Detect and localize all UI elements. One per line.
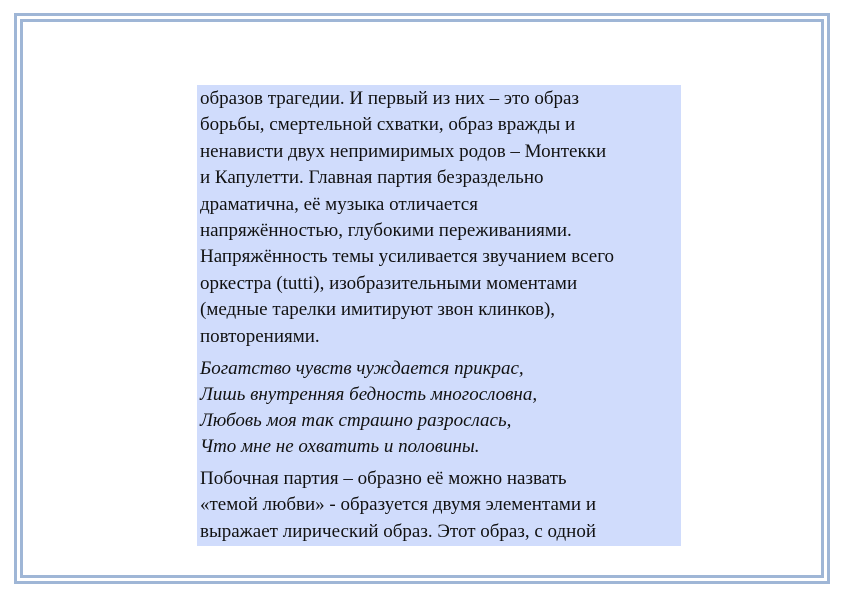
paragraph-secondary-theme: Побочная партия – образно её можно назвать «темой любви» - образуется двумя элементами и выражает лирический образ. Этот образ, с одной xyxy=(200,468,597,542)
paragraph-main-theme: образов трагедии. И первый из них – это образ борьбы, смертельной схватки, образ вражды и ненависти двух непримиримых родов – Монтекки и Капулетти. Главная партия безраздельно драматична, её музыка отличается напряжённостью, глубокими переживаниями. Напряжённость темы усиливается звучанием всего оркестра (tutti), изобразительными моментами (медные тарелки имитируют звон клинков), повторениями. xyxy=(200,88,615,347)
text-box xyxy=(197,85,681,546)
poem-quote: Богатство чувств чуждается прикрас, Лишь внутренняя бедность многословна, Любовь моя так страшно разрослась, Что мне не охватить и половины. xyxy=(200,358,538,458)
